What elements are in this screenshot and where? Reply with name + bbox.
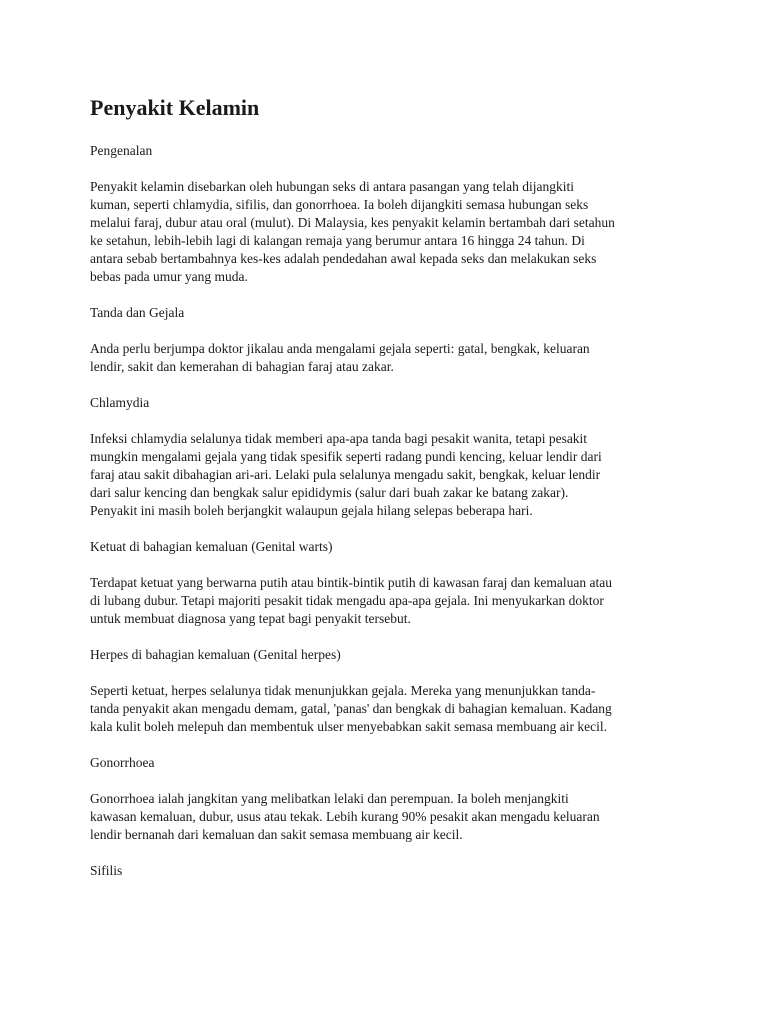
paragraph-line: Seperti ketuat, herpes selalunya tidak menunjukkan gejala. Mereka yang menunjukkan tanda- (90, 683, 596, 698)
section-heading-sifilis: Sifilis (90, 863, 123, 878)
document-title: Penyakit Kelamin (90, 95, 260, 120)
section-paragraph-genital-warts (90, 574, 690, 628)
section-heading-genital-warts: Ketuat di bahagian kemaluan (Genital warts) (90, 539, 333, 554)
paragraph-line: tanda penyakit akan mengadu demam, gatal, 'panas' dan bengkak di bahagian kemaluan. Kadang (90, 701, 612, 716)
paragraph-line: lendir, sakit dan kemerahan di bahagian faraj atau zakar. (90, 359, 394, 374)
section-heading-tanda-gejala: Tanda dan Gejala (90, 305, 185, 320)
section-heading-pengenalan: Pengenalan (90, 143, 153, 158)
section-heading-gonorrhoea: Gonorrhoea (90, 755, 155, 770)
section-paragraph-genital-herpes (90, 682, 690, 736)
paragraph-line: melalui faraj, dubur atau oral (mulut). Di Malaysia, kes penyakit kelamin bertambah dari setahun (90, 215, 615, 230)
section-heading-genital-herpes: Herpes di bahagian kemaluan (Genital herpes) (90, 647, 341, 662)
paragraph-line: antara sebab bertambahnya kes-kes adalah pendedahan awal kepada seks dan melakukan seks (90, 251, 597, 266)
section-paragraph-chlamydia (90, 430, 690, 520)
paragraph-line: lendir bernanah dari kemaluan dan sakit semasa membuang air kecil. (90, 827, 463, 842)
paragraph-line: faraj atau sakit dibahagian ari-ari. Lelaki pula selalunya mengadu sakit, bengkak, keluar lendir (90, 467, 601, 482)
paragraph-line: bebas pada umur yang muda. (90, 269, 248, 284)
paragraph-line: kuman, seperti chlamydia, sifilis, dan gonorrhoea. Ia boleh dijangkiti semasa hubungan seks (90, 197, 589, 212)
section-paragraph-pengenalan (90, 178, 690, 286)
paragraph-line: di lubang dubur. Tetapi majoriti pesakit tidak mengadu apa-apa gejala. Ini menyukarkan doktor (90, 593, 604, 608)
paragraph-line: Infeksi chlamydia selalunya tidak memberi apa-apa tanda bagi pesakit wanita, tetapi pesakit (90, 431, 588, 446)
paragraph-line: Terdapat ketuat yang berwarna putih atau bintik-bintik putih di kawasan faraj dan kemaluan atau (90, 575, 612, 590)
section-paragraph-gonorrhoea (90, 790, 690, 844)
paragraph-line: kala kulit boleh melepuh dan membentuk ulser menyebabkan sakit semasa membuang air kecil. (90, 719, 607, 734)
paragraph-line: kawasan kemaluan, dubur, usus atau tekak. Lebih kurang 90% pesakit akan mengadu keluaran (90, 809, 600, 824)
paragraph-line: mungkin mengalami gejala yang tidak spesifik seperti radang pundi kencing, keluar lendir dari (90, 449, 602, 464)
paragraph-line: dari salur kencing dan bengkak salur epididymis (salur dari buah zakar ke batang zakar). (90, 485, 569, 500)
document-page (90, 94, 690, 898)
paragraph-line: Penyakit kelamin disebarkan oleh hubungan seks di antara pasangan yang telah dijangkiti (90, 179, 574, 194)
paragraph-line: ke setahun, lebih-lebih lagi di kalangan remaja yang berumur antara 16 hingga 24 tahun. Di (90, 233, 585, 248)
paragraph-line: Gonorrhoea ialah jangkitan yang melibatkan lelaki dan perempuan. Ia boleh menjangkiti (90, 791, 569, 806)
section-heading-chlamydia: Chlamydia (90, 395, 150, 410)
paragraph-line: Anda perlu berjumpa doktor jikalau anda mengalami gejala seperti: gatal, bengkak, keluaran (90, 341, 590, 356)
paragraph-line: untuk membuat diagnosa yang tepat bagi penyakit tersebut. (90, 611, 411, 626)
paragraph-line: Penyakit ini masih boleh berjangkit walaupun gejala hilang selepas beberapa hari. (90, 503, 533, 518)
section-paragraph-tanda-gejala (90, 340, 690, 376)
